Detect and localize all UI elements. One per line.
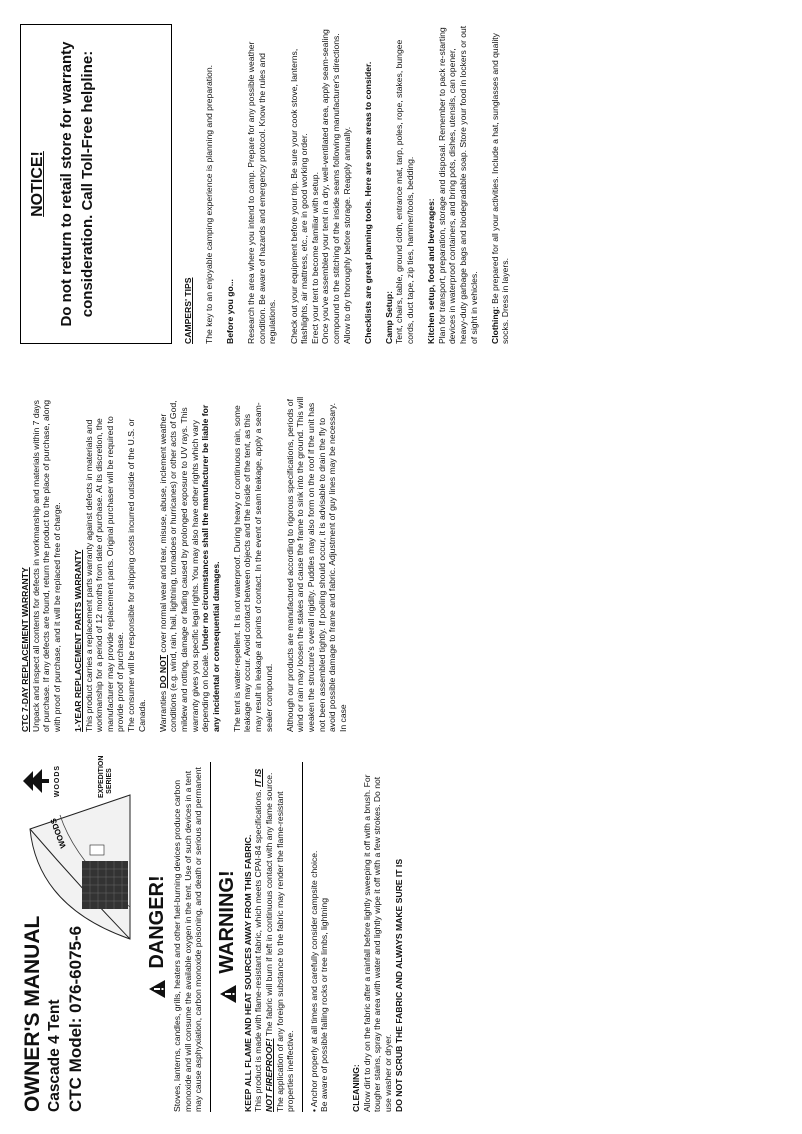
seven-day-warranty-text: Unpack and inspect all contents for defects in workmanship and materials within 7 days of purchase. If any defects are found, return the product to the place of purchase, along with proof of purchase, and it will be replaced free of charge. [30, 399, 62, 732]
column-3 [20, 24, 511, 344]
danger-heading-row [145, 762, 168, 1112]
kitchen-heading: Kitchen setup, food and beverages: [426, 198, 437, 344]
warning-heading: WARNING! [216, 870, 239, 974]
brand-name: WOODS [53, 764, 61, 798]
model-number: CTC Model: 076-6075-6 [66, 925, 85, 1112]
warning-text [253, 762, 295, 1112]
cleaning-text: Allow dirt to dry on the fabric after a rainfall before lightly sweeping it off with a brush. For tougher stains, spray the area with water and lightly wipe it off with a few strokes. Do not use washer or dryer. [361, 774, 393, 1112]
before-you-go-text-4: Once you've assembled your tent in a dry, well-ventilated area, apply seam-sealing compound to the stitching of the inside seams following manufacturer's directions. Allow to dry thoroughly before storage. Reapply annually. [320, 29, 352, 344]
column-2 [20, 396, 348, 732]
cleaning-heading: CLEANING: [351, 1064, 362, 1112]
campers-tips-heading: CAMPERS' TIPS [182, 277, 193, 344]
warning-lead: KEEP ALL FLAME AND HEAT SOURCES AWAY FROM THIS FABRIC. [242, 834, 253, 1112]
title-block [20, 755, 140, 1112]
cleaning-warning: DO NOT SCRUB THE FABRIC AND ALWAYS MAKE SURE IT IS [393, 858, 404, 1112]
one-year-warranty-text: This product carries a replacement parts warranty against defects in materials and workmanship for a period of 12 months from date of purchase. At its discretion, the manufacturer may provide replacement parts. Original purchaser will be required to provide proof of purchase. [83, 416, 126, 732]
warning-text-a: This product is made with flame-resistant fabric, which meets CPAI-84 specifications. [253, 789, 264, 1112]
manual-title: OWNER'S MANUAL [21, 915, 44, 1112]
water-repellent-text: The tent is water-repellent. It is not waterproof. During heavy or continuous rain, some leakage may occur. Avoid contact between objects and the inside of the tent, as this may result in leakage at points of contact. In the event of seam leakage, apply a seam-sealer compound. [231, 402, 274, 732]
camp-setup-heading: Camp Setup: [383, 291, 394, 344]
column-1 [20, 755, 404, 1112]
tree-logo-icon [22, 768, 50, 794]
before-you-go-text-1: Research the area where you intend to camp. Prepare for any possible weather condition. Be aware of hazards and emergency protocol. Know the rules and regulations. [246, 41, 278, 344]
one-year-warranty-heading: 1-YEAR REPLACEMENT PARTS WARRANTY [72, 549, 83, 732]
expedition-series-logo: EXPEDITION SERIES [98, 755, 113, 798]
divider [302, 762, 303, 1112]
seven-day-warranty-heading: CTC 7-DAY REPLACEMENT WARRANTY [20, 567, 30, 732]
specifications-text: Although our products are manufactured according to rigorous specifications, periods of wind or rain may loosen the stakes and cause the frame to sink into the ground. This will weaken the structure's overall rigidity. Puddles may also form on the roof if the unit has not been assembled tightly. If pooling should occur, it is advisable to drain the fly to avoid possible damage to frame and fabric. Adjustment of guy lines may be necessary. In case [284, 396, 348, 732]
danger-heading: DANGER! [145, 875, 168, 969]
clothing-heading: Clothing: [489, 306, 500, 344]
not-fireproof-emphasis: IT IS NOT FIREPROOF! [253, 768, 274, 1112]
notice-text: Do not return to retail store for warranty consideration. Call Toll-Free helpline: [57, 41, 96, 327]
falling-rocks-tip: Be aware of possible falling rocks or tree limbs, lightning [319, 898, 330, 1112]
before-you-go-text-3: Erect your tent to become familiar with setup. [309, 172, 320, 344]
warning-triangle-icon [148, 979, 166, 999]
liability-disclaimer: Under no circumstances shall the manufacturer be liable for any incidental or consequential damages. [200, 404, 221, 732]
exclusions-lead: Warranties [157, 690, 168, 732]
camp-setup-text: Tent, chairs, table, ground cloth, entrance mat, tarp, poles, rope, stakes, bungee cords, duct tape, zip ties, hammer/tools, bedding. [394, 39, 416, 344]
warning-heading-row [216, 762, 239, 1112]
svg-text:WOODS: WOODS [48, 817, 68, 850]
warning-triangle-icon [219, 984, 237, 1004]
woods-logo [22, 764, 63, 798]
anchor-tip: • Anchor properly at all times and carefully consider campsite choice. [308, 850, 319, 1112]
shipping-costs-text: The consumer will be responsible for shipping costs incurred outside of the U.S. or Canada. [125, 418, 147, 732]
clothing-text [490, 24, 511, 344]
clothing-body: Be prepared for all your activities. Include a hat, sunglasses and quality socks. Dress in layers. [489, 33, 511, 344]
danger-text: Stoves, lanterns, candles, grills, heaters and other fuel-burning devices produce carbon monoxide and will consume the available oxygen in the tent. Use of such devices in a tent may cause asphyxiation, carbon monoxide poisoning, and death or serious and permanent [172, 767, 204, 1112]
notice-box [20, 24, 172, 344]
before-you-go-heading: Before you go... [224, 279, 235, 344]
product-name: Cascade 4 Tent [46, 999, 63, 1112]
exclusions-body: cover normal wear and tear, misuse, abuse, inclement weather conditions (e.g. wind, rain, hail, lightning, tornadoes or hurricanes) or other acts of God, mildew and rotting, damage or fading caused by prolonged exposure to UV rays. This warranty gives you specific legal rights. You may also have other rights which vary depending on locale. [157, 400, 211, 732]
do-not-emphasis: DO NOT [157, 654, 168, 689]
tips-intro: The key to an enjoyable camping experience is planning and preparation. [203, 64, 214, 344]
warning-text-b: The fabric will burn if left in continuous contact with any flame source. The application of any foreign substance to the fabric may render the flame-resistant properties ineffective. [263, 772, 296, 1112]
notice-heading: NOTICE! [29, 151, 46, 217]
tent-illustration [20, 787, 138, 947]
divider [210, 762, 211, 1112]
warranty-exclusions [158, 396, 222, 732]
before-you-go-text-2: Check out your equipment before your trip. Be sure your cook stove, lanterns, flashlights, air mattress, etc., are in good working order. [288, 48, 310, 344]
kitchen-text: Plan for transport, preparation, storage and disposal. Remember to pack re-starting devices in waterproof containers, and bring pots, dishes, utensils, can opener, heavy-duty garbage bags and biodegradable soap. Store your food in lockers or out of sight in vehicles. [436, 25, 479, 344]
checklists-text: Checklists are great planning tools. Here are some areas to consider. [362, 61, 373, 344]
